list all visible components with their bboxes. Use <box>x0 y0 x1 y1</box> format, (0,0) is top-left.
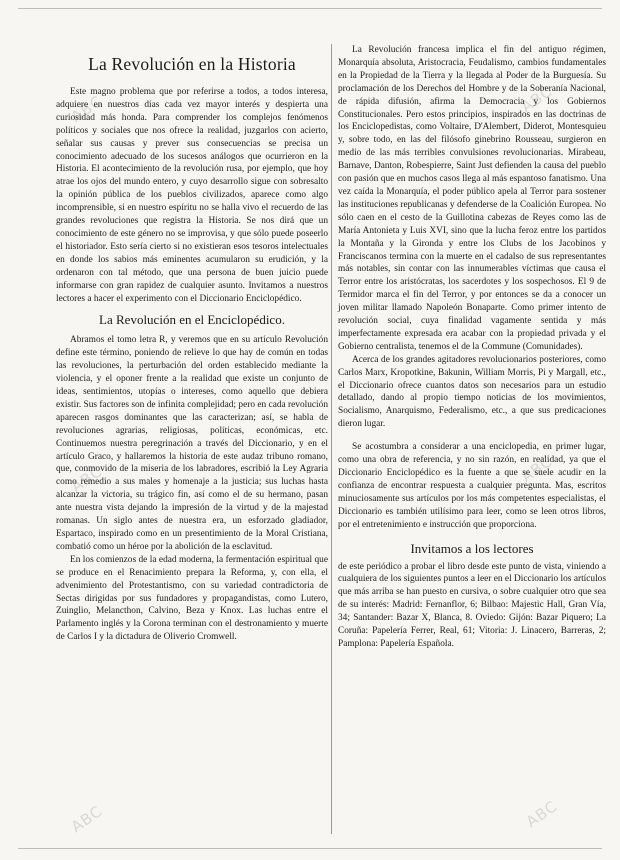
body-paragraph: En los comienzos de la edad moderna, la fermentación espiritual que se produce en el Renacimiento prepara la Reforma, y, con ella, el advenimiento del Protestantismo, con su variedad contradictoria de Sectas dirigidas por sus fundadores y propagandistas, como Lutero, Zuinglio, Melancthon, Calvino, Beza y Knox. Las luchas entre el Parlamento inglés y la Corona terminan con el destronamiento y muerte de Carlos I y la dictadura de Oliverio Cromwell. <box>56 554 328 643</box>
watermark: ABC <box>67 91 106 127</box>
bottom-rule <box>18 848 602 849</box>
right-column <box>338 44 606 651</box>
watermark: ABC <box>517 81 556 117</box>
body-paragraph: Acerca de los grandes agitadores revolucionarios posteriores, como Carlos Marx, Kropotkine, Bakunin, William Morris, Pi y Margall, etc., el Diccionario ofrece cuantos datos son necesarios para un estudio detallado, dando al propio tiempo noticias de los movimientos, Socialismo, Anarquismo, Federalismo, etc., a que sus predicaciones dieron lugar. <box>338 354 606 430</box>
section-subtitle: La Revolución en el Enciclopédico. <box>99 312 285 328</box>
top-rule <box>18 8 602 9</box>
body-paragraph: La Revolución francesa implica el fin del antiguo régimen, Monarquía absoluta, Aristocracia, Feudalismo, cambios fundamentales en la Propiedad de la Tierra y la llegada al Poder de la Burguesía. Su proclamación de los Derechos del Hombre y de la Soberanía Nacional, de rápida difusión, afirma la Democracia y los Gobiernos Constitucionales. Pero estos principios, inspirados en las doctrinas de los Enciclopedistas, como Voltaire, D'Alembert, Diderot, Montesquieu y, sobre todo, en las del filósofo ginebrino Rousseau, surgieron en medio de las más terribles convulsiones revolucionarias. Mirabeau, Barnave, Danton, Robespierre, Saint Just defienden la causa del pueblo con pasión que en muchos casos llega al más espantoso fanatismo. Una vez caída la Monarquía, el poder público apela al Terror para sostener las instituciones republicanas y defenderse de la Coalición Europea. No sólo caen en el cesto de la Guillotina cabezas de Reyes como las de María Antonieta y Luis XVI, sino que la lucha feroz entre los partidos la Montaña y la Gironda y entre los Clubs de los Jacobinos y Franciscanos termina con la muerte en el cadalso de sus representantes más notables, sin contar con las innumerables víctimas que causa el Terror entre los aristócratas, los sacerdotes y los sospechosos. El 9 de Termidor marca el fin del Terror, y por entonces se da a conocer un joven militar llamado Napoleón Bonaparte. Como primer intento de revolución social, cuya finalidad vagamente sentida y más imperfectamente expresada era acabar con la propiedad privada y el Gobierno centralista, tenemos el de la Commune (Comunidades). <box>338 45 606 352</box>
left-column <box>56 44 328 644</box>
column-divider <box>331 44 332 834</box>
watermark: ABC <box>67 461 106 497</box>
intro-paragraph: Este magno problema que por referirse a todos, a todos interesa, adquiere en nuestros días cada vez mayor interés y despierta una curiosidad más honda. Para comprender los complejos fenómenos políticos y sociales que nos ofrece la realidad, juzgarlos con acierto, señalar sus causas y prever sus consecuencias se precisa un conocimiento adecuado de los sucesos análogos que ocurrieron en la Historia. El acontecimiento de la revolución rusa, por ejemplo, que hoy atrae los ojos del mundo entero, y cuyo desarrollo sigue con sobresalto la opinión pública de los pueblos civilizados, aparece como algo incomprensible, si en nuestro espíritu no se halla vivo el recuerdo de las grandes revoluciones que registra la Historia. Se nos dirá que un conocimiento de este género no se improvisa, y que sólo puede poseerlo el historiador. Esto sería cierto si no existieran esos tesoros intelectuales en donde los sabios más eminentes acumularon su erudición, y la ordenaron con tal método, que una persona de buen juicio puede informarse con gran rapidez de cualquier asunto. Invitamos a nuestros lectores a hacer el experimento con el Diccionario Enciclopédico. <box>56 87 328 304</box>
body-paragraph: Abramos el tomo letra R, y veremos que en su artículo Revolución define este término, poniendo de relieve lo que hay de común en todas las revoluciones, la perturbación del orden establecido mediante la violencia, y el oponer frente a la realidad que existe un conjunto de ideas, sentimientos, utopías o intereses, como aquello que debiera existir. Sus factores son de infinita complejidad; pero en cada revolución aparecen rasgos dominantes que las caracterizan; así, se habla de revoluciones agrarias, religiosas, políticas, económicas, etc. Continuemos nuestra peregrinación a través del Diccionario, y en el artículo Graco, y hallaremos la historia de este audaz tribuno romano, que, conmovido de la miseria de los labradores, escribió la Ley Agraria como remedio a sus males y homenaje a la justicia; sus luchas hasta alcanzar la victoria, su trágico fin, así como el de su hermano, pasan ante nuestra vista dejando la impresión de la virtud y de la majestad romanas. Un siglo antes de nuestra era, un esforzado gladiador, Espartaco, inspirado como en un presentimiento de la Moral Cristiana, combatió como un héroe por la abolición de la esclavitud. <box>56 335 328 552</box>
watermark: ABC <box>517 451 556 487</box>
body-paragraph: Se acostumbra a considerar a una enciclopedia, en primer lugar, como una obra de referencia, y no sin razón, en realidad, ya que el Diccionario Enciclopédico es la fuente a que se suele acudir en la confianza de encontrar respuesta a cualquier pregunta. Mas, escritos minuciosamente sus artículos por los más competentes especialistas, el Diccionario es también utilísimo para leer, como se leen otros libros, por el entretenimiento e instrucción que proporciona. <box>338 442 606 530</box>
body-paragraph: de este periódico a probar el libro desde este punto de vista, viniendo a cualquiera de los siguientes puntos a leer en el Diccionario los artículos que más arriba se han puesto en cursiva, o sobre cualquier otro que sea de su interés: Madrid: Fernanflor, 6; Bilbao: Majestic Hall, Gran Vía, 34; Santander: Bazar X, Blanca, 8. Oviedo: Gijón: Bazar Piquero; La Coruña: Papelería Ferrer, Real, 61; Vitoria: J. Linacero, Barreras, 2; Pamplona: Papelería Española. <box>338 561 606 649</box>
watermark: ABC <box>522 796 561 832</box>
article-title: La Revolución en la Historia <box>88 54 296 74</box>
section-subtitle: Invitamos a los lectores <box>410 540 534 556</box>
watermark: ABC <box>67 801 106 837</box>
